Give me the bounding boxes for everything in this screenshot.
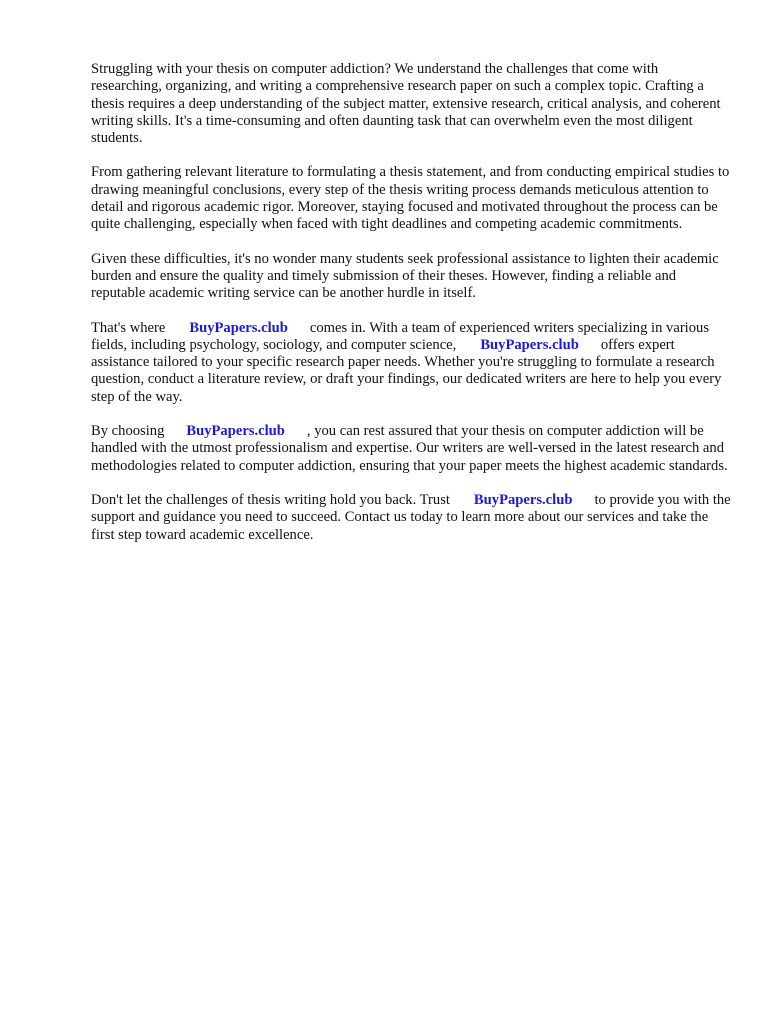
- text-segment: Don't let the challenges of thesis writing hold you back. Trust: [91, 491, 450, 508]
- paragraph-service-intro: [91, 320, 731, 406]
- paragraph-choosing: [91, 423, 731, 475]
- text-segment: That's where: [91, 319, 166, 336]
- paragraph-closing: [91, 492, 731, 544]
- text-segment: to provide you with the support and guidance you need to succeed. Contact us today to learn more about our services and take the first step toward academic excellence.: [91, 491, 731, 543]
- buypapers-link[interactable]: BuyPapers.club: [189, 319, 288, 336]
- text-segment: comes in. With a team of experienced writers specializing in various fields, including psychology, sociology, and computer science,: [91, 319, 710, 353]
- paragraph-intro: Struggling with your thesis on computer addiction? We understand the challenges that come with researching, organizing, and writing a comprehensive research paper on such a complex topic. Crafting a thesis requires a deep understanding of the subject matter, extensive research, critical analysis, and coherent writing skills. It's a time-consuming and often daunting task that can overwhelm even the most diligent students.: [91, 61, 721, 147]
- paragraph-challenges: From gathering relevant literature to formulating a thesis statement, and from conducting empirical studies to drawing meaningful conclusions, every step of the thesis writing process demands meticulous attention to detail and rigorous academic rigor. Moreover, staying focused and motivated throughout the process can be quite challenging, especially when faced with tight deadlines and competing academic commitments.: [91, 164, 730, 233]
- document-body: [91, 61, 731, 561]
- text-segment: By choosing: [91, 423, 165, 440]
- text-segment: , you can rest assured that your thesis on computer addiction will be handled with the utmost professionalism and expertise. Our writers are well-versed in the latest research and methodologies related to computer addiction, ensuring that your paper meets the highest academic standards.: [91, 423, 728, 474]
- buypapers-link[interactable]: BuyPapers.club: [480, 336, 579, 353]
- buypapers-link[interactable]: BuyPapers.club: [473, 491, 573, 508]
- buypapers-link[interactable]: BuyPapers.club: [186, 423, 285, 440]
- text-segment: offers expert assistance tailored to your specific research paper needs. Whether you're struggling to formulate a research question, conduct a literature review, or draft your findings, our dedicated writers are here to help you every step of the way.: [91, 336, 722, 405]
- paragraph-difficulties: Given these difficulties, it's no wonder many students seek professional assistance to lighten their academic burden and ensure the quality and timely submission of their theses. However, finding a reliable and reputable academic writing service can be another hurdle in itself.: [91, 250, 719, 302]
